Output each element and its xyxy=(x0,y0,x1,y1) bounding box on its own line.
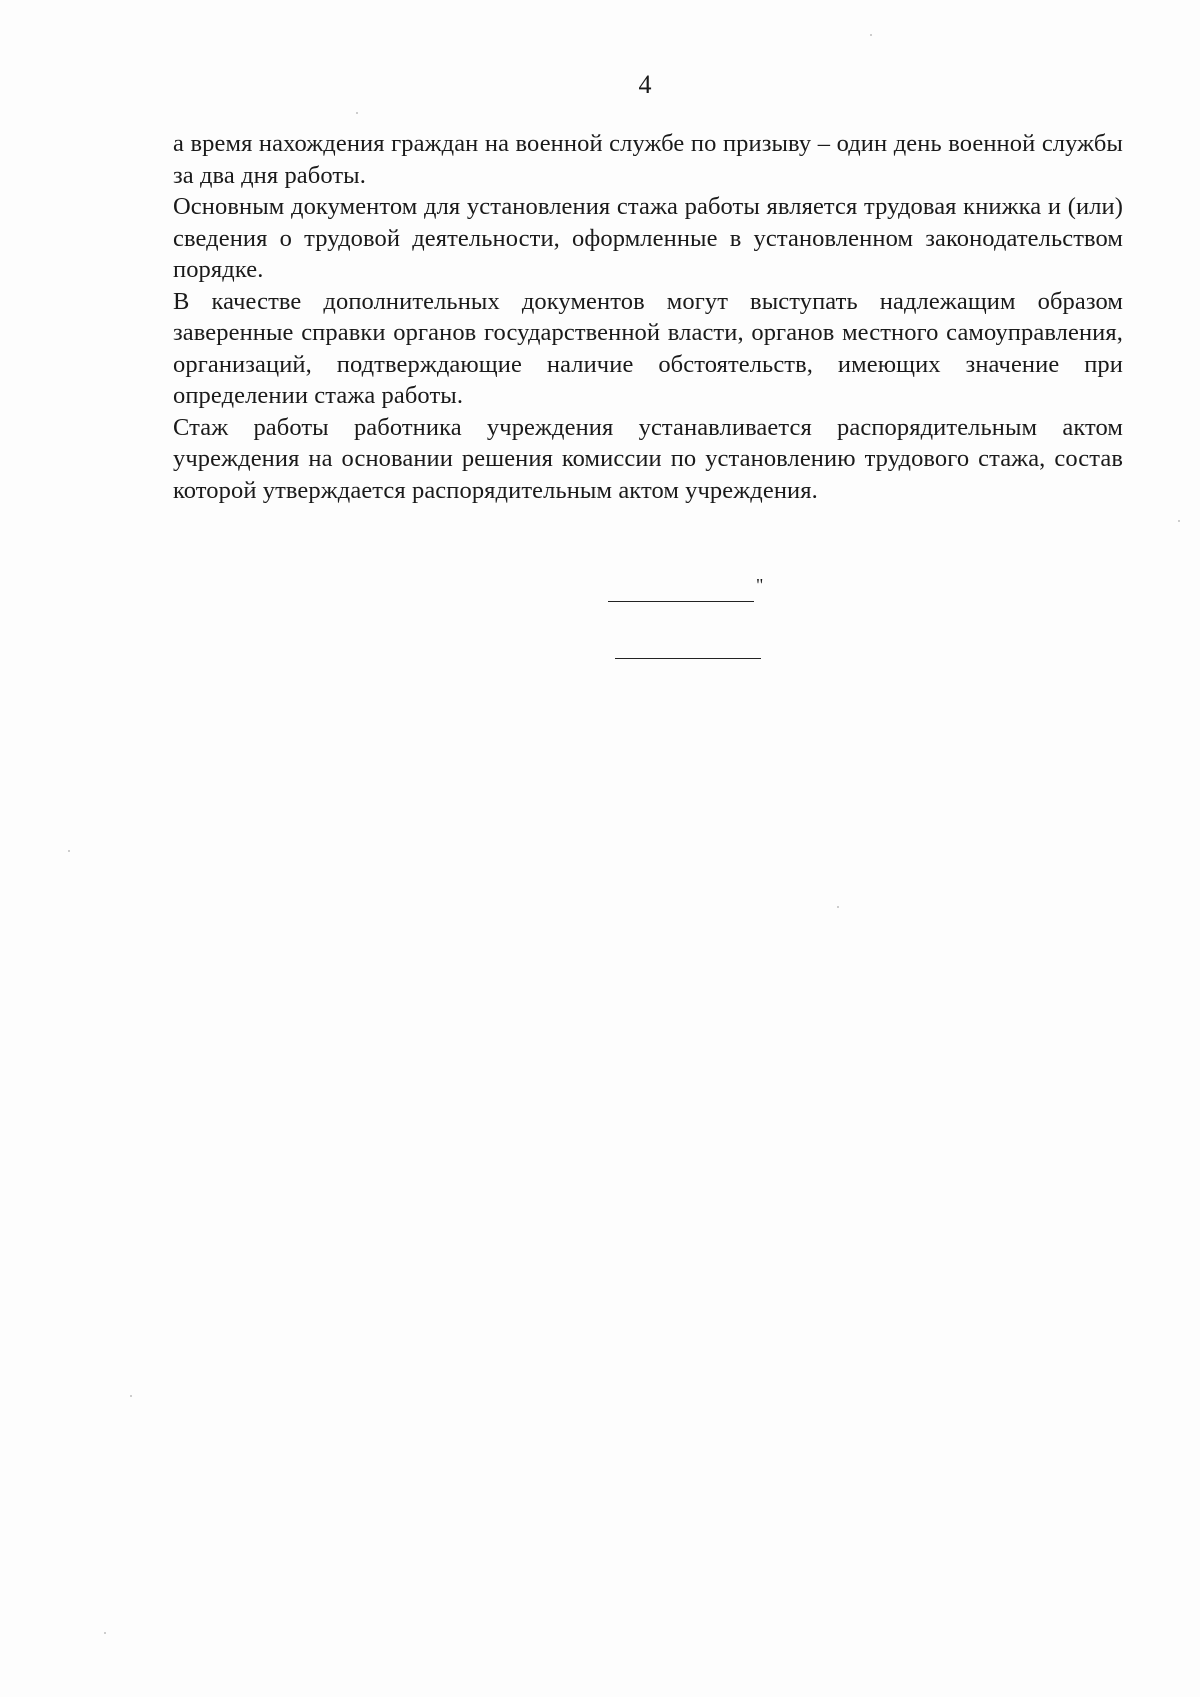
paragraph-main-document: Основным документом для установления стажа работы является трудовая книжка и (или) сведения о трудовой деятельности, оформленные в установленном законодательством порядке. xyxy=(173,193,1123,283)
scan-speck xyxy=(356,112,358,114)
scan-speck xyxy=(104,1632,106,1634)
paragraph-additional-documents: В качестве дополнительных документов могут выступать надлежащим образом заверенные справки органов государственной власти, органов местного самоуправления, организаций, подтверждающие наличие обстоятельств, имеющих значение при определении стажа работы. xyxy=(173,287,1123,409)
paragraph-seniority-establishment: Стаж работы работника учреждения устанавливается распорядительным актом учреждения на основании решения комиссии по установлению трудового стажа, состав которой утверждается распорядительным актом учреждения. xyxy=(173,413,1123,504)
page-number: 4 xyxy=(638,70,652,99)
scan-speck xyxy=(68,850,70,852)
scan-speck xyxy=(1178,520,1180,522)
paragraph-military-service: а время нахождения граждан на военной службе по призыву – один день военной службы за два дня работы. xyxy=(173,130,1123,189)
scan-speck xyxy=(837,906,839,908)
document-body xyxy=(173,128,1123,506)
closing-quote: " xyxy=(756,575,764,595)
end-rule xyxy=(615,658,761,659)
scan-speck xyxy=(870,34,872,36)
closing-rule xyxy=(608,601,754,602)
closing-line xyxy=(608,575,764,602)
scan-speck xyxy=(130,1395,132,1397)
